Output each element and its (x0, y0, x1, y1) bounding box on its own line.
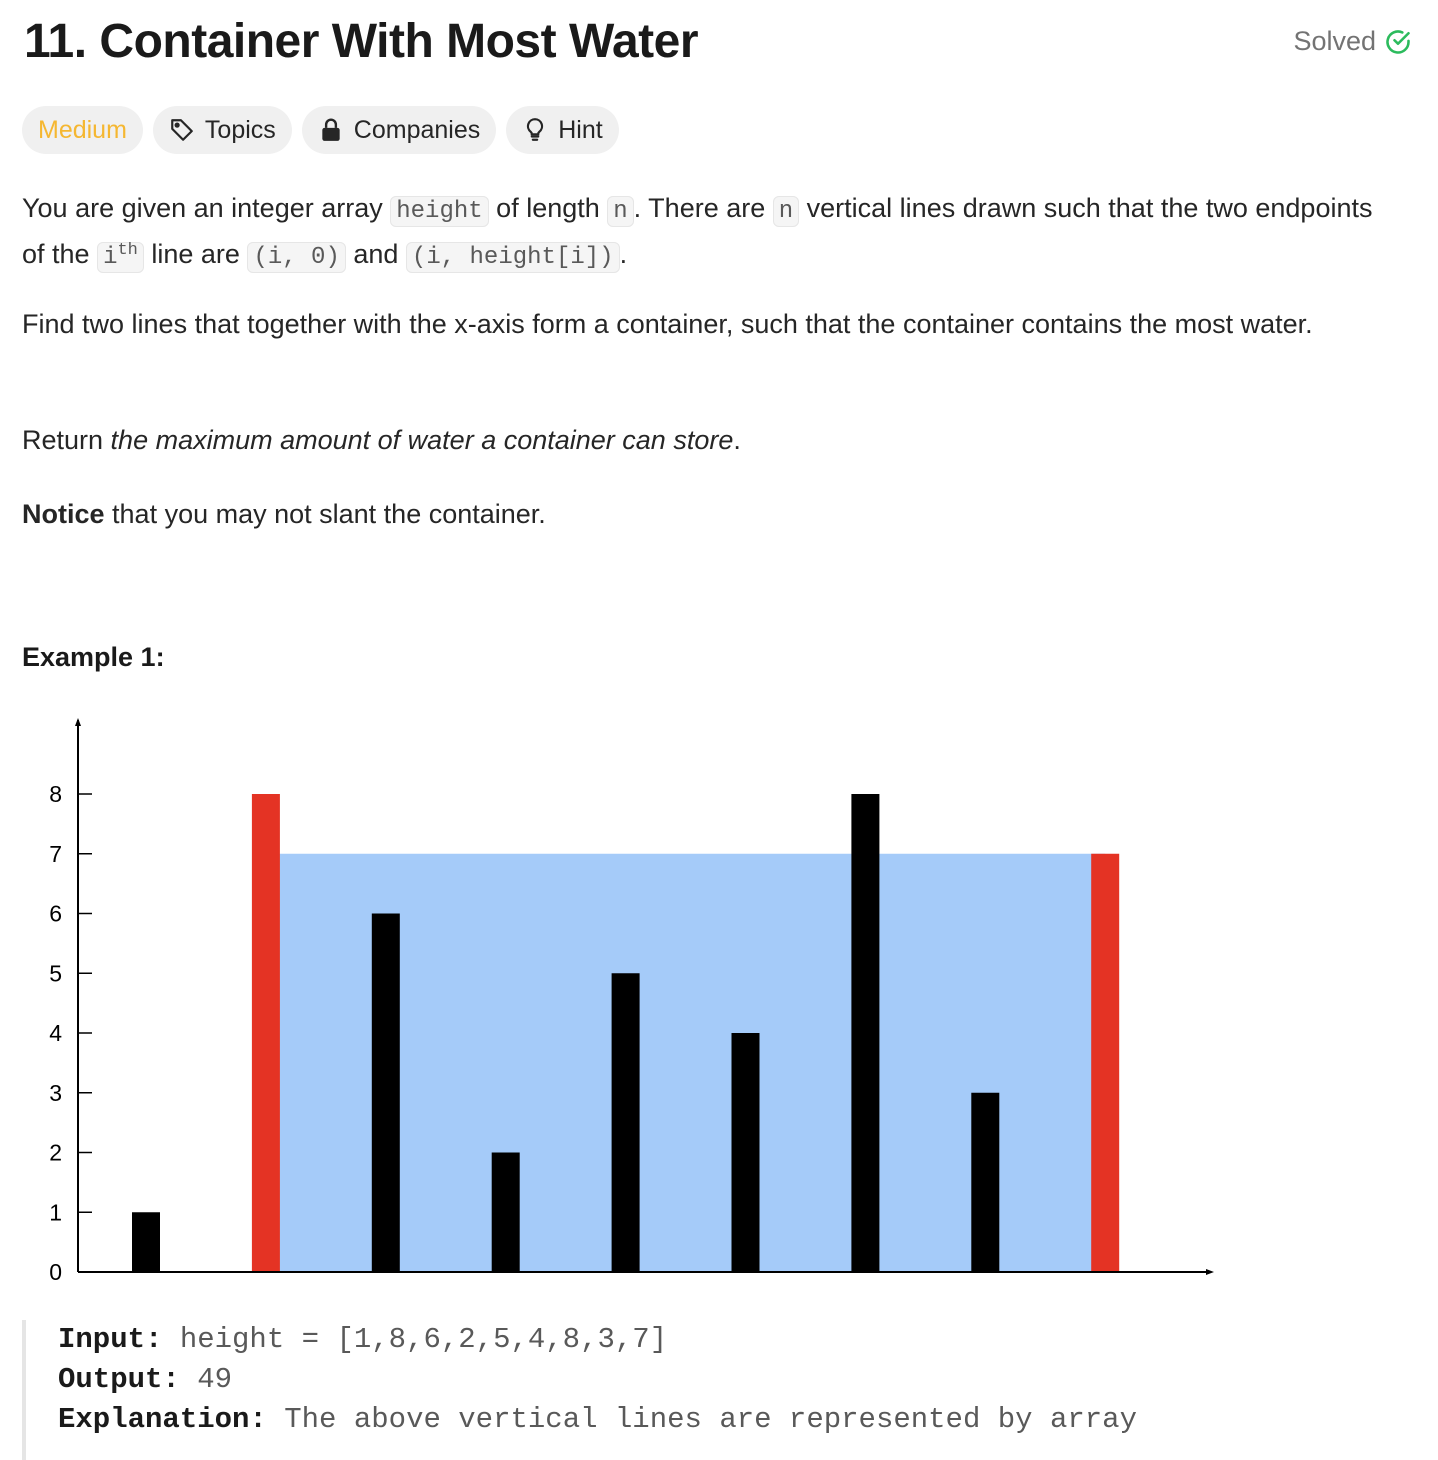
text-span: . (619, 239, 628, 269)
check-circle-icon (1384, 28, 1412, 56)
y-tick-label-0: 0 (49, 1259, 62, 1285)
text-span: You are given an integer array (22, 193, 391, 223)
hint-button[interactable] (506, 106, 618, 154)
text-span: that you may not slant the container. (104, 499, 546, 529)
y-tick-label-6: 6 (49, 900, 62, 927)
text-span: . There are (633, 193, 773, 223)
notice-strong: Notice (22, 499, 105, 529)
description-paragraph-2: Find two lines that together with the x-axis form a container, such that the container contains the most water. (22, 309, 1313, 339)
difficulty-badge[interactable] (22, 106, 143, 154)
companies-button[interactable] (302, 106, 496, 154)
code-n: n (773, 196, 799, 227)
emphasis-text: the maximum amount of water a container can store (110, 425, 734, 455)
difficulty-label: Medium (38, 115, 127, 144)
code-ith (97, 242, 144, 273)
y-tick-label-7: 7 (49, 840, 62, 867)
text-span: vertical lines drawn such that the two endpoints of the (22, 193, 1373, 269)
superscript-th: th (117, 241, 138, 260)
companies-label: Companies (353, 115, 481, 144)
text-span: of length (488, 193, 608, 223)
y-tick-label-4: 4 (49, 1020, 62, 1046)
tag-icon (169, 117, 195, 143)
lock-icon (318, 117, 344, 143)
example-input-line (58, 1320, 1402, 1360)
bar-6 (851, 794, 879, 1272)
explanation-label: Explanation: (58, 1403, 267, 1436)
example-io-block (22, 1320, 1402, 1460)
lightbulb-icon (522, 117, 548, 143)
topics-label: Topics (204, 115, 276, 144)
description-paragraph-1 (22, 187, 1402, 279)
bar-3 (492, 1153, 520, 1273)
text-span: and (345, 239, 406, 269)
bar-0 (132, 1212, 160, 1272)
example-chart (30, 712, 1220, 1294)
text-span: line are (143, 239, 248, 269)
output-label: Output: (58, 1363, 180, 1396)
y-tick-label-8: 8 (49, 781, 62, 807)
y-tick-label-2: 2 (49, 1139, 62, 1166)
description-paragraph-3 (22, 419, 1402, 461)
page-title: 11. Container With Most Water (24, 15, 699, 68)
bar-2 (372, 914, 400, 1273)
code-height: height (390, 196, 488, 227)
bar-7 (971, 1093, 999, 1272)
y-tick-label-5: 5 (49, 960, 62, 987)
code-i-0: (i, 0) (247, 242, 345, 273)
bar-1 (252, 794, 280, 1272)
text-span: Return (22, 425, 111, 455)
y-tick-label-3: 3 (49, 1079, 62, 1106)
tag-row (22, 106, 619, 154)
example-title: Example 1: (22, 642, 165, 672)
example-explanation-line (58, 1400, 1402, 1440)
solved-label: Solved (1293, 26, 1376, 56)
code-i: i (103, 244, 118, 271)
y-axis-arrow (75, 718, 81, 726)
y-tick-label-1: 1 (49, 1199, 62, 1226)
example-output-line (58, 1360, 1402, 1400)
hint-label: Hint (558, 115, 603, 144)
input-value: height = [1,8,6,2,5,4,8,3,7] (162, 1323, 668, 1356)
bar-8 (1091, 854, 1119, 1272)
input-label: Input: (58, 1323, 163, 1356)
text-span: . (733, 425, 741, 455)
output-value: 49 (179, 1363, 233, 1396)
bar-5 (732, 1033, 760, 1272)
bar-4 (612, 973, 640, 1272)
solved-status (1293, 26, 1412, 57)
code-i-height: (i, height[i]) (406, 242, 620, 273)
explanation-value: The above vertical lines are represented by array (266, 1403, 1137, 1436)
code-n: n (607, 196, 633, 227)
x-axis-arrow (1206, 1269, 1214, 1275)
topics-button[interactable] (153, 106, 292, 154)
description-paragraph-4 (22, 493, 1402, 535)
